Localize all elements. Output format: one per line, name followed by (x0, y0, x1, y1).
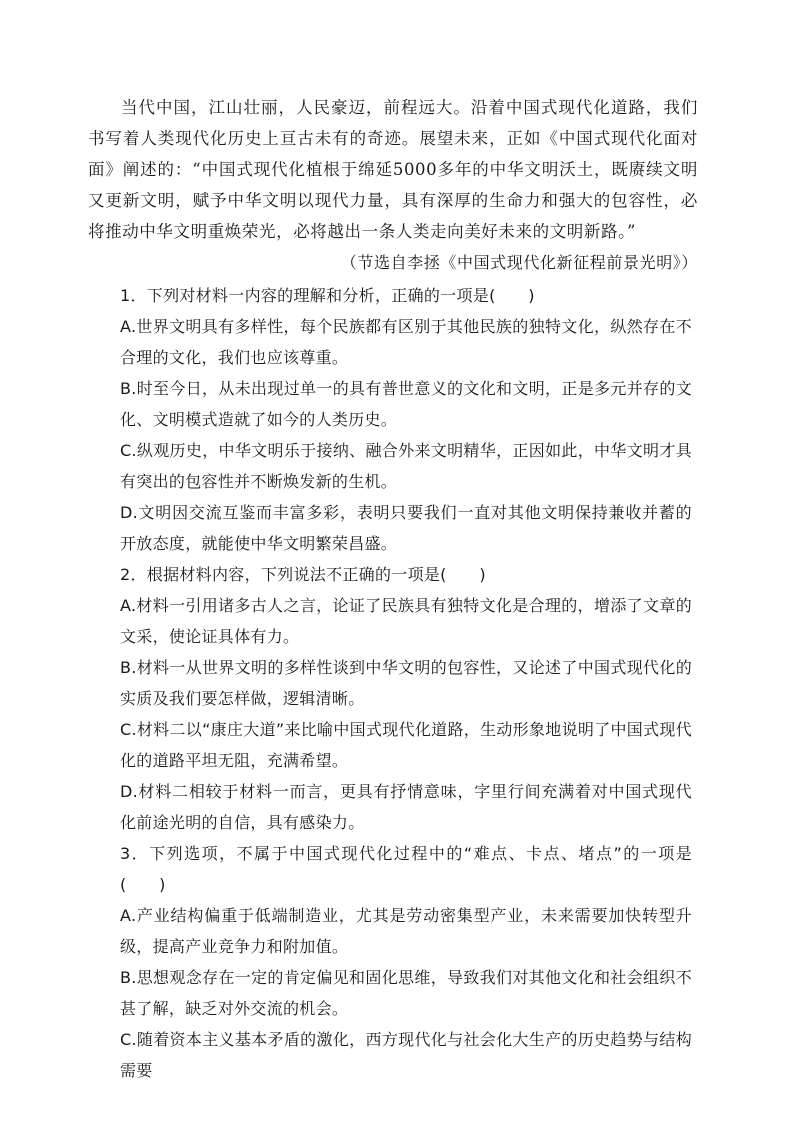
passage-source: （节选自李拯《中国式现代化新征程前景光明》） (340, 253, 698, 272)
option-b: B.思想观念存在一定的肯定偏见和固化思维，导致我们对其他文化和社会组织不甚了解，缺乏对外交流的机会。 (120, 968, 692, 1018)
option-a: A.世界文明具有多样性，每个民族都有区别于其他民族的独特文化，纵然存在不合理的文化，我们也应该尊重。 (120, 317, 692, 367)
question-1 (120, 280, 692, 559)
question-2 (120, 559, 692, 838)
reading-passage: 当代中国，江山壮丽，人民豪迈，前程远大。沿着中国式现代化道路，我们书写着人类现代化历史上亘古未有的奇迹。展望未来，正如《中国式现代化面对面》阐述的：“中国式现代化植根于绵延5000多年的中华文明沃土，既赓续文明又更新文明，赋予中华文明以现代力量，具有深厚的生命力和强大的包容性，必将推动中华文明重焕荣光，必将越出一条人类走向美好未来的文明新路。” (88, 98, 698, 241)
option-c: C.随着资本主义基本矛盾的激化，西方现代化与社会化大生产的历史趋势与结构需要 (120, 1030, 692, 1080)
question-list (120, 280, 692, 1086)
option-d: D.材料二相较于材料一而言，更具有抒情意味，字里行间充满着对中国式现代化前途光明的自信，具有感染力。 (120, 782, 692, 832)
option-b: B.材料一从世界文明的多样性谈到中华文明的包容性，又论述了中国式现代化的实质及我们要怎样做，逻辑清晰。 (120, 658, 692, 708)
option-b: B.时至今日，从未出现过单一的具有普世意义的文化和文明，正是多元并存的文化、文明模式造就了如今的人类历史。 (120, 379, 692, 429)
option-c: C.纵观历史，中华文明乐于接纳、融合外来文明精华，正因如此，中华文明才具有突出的包容性并不断焕发新的生机。 (120, 441, 692, 491)
question-3 (120, 838, 692, 1086)
option-c: C.材料二以“康庄大道”来比喻中国式现代化道路，生动形象地说明了中国式现代化的道路平坦无阻，充满希望。 (120, 720, 692, 770)
option-a: A.材料一引用诸多古人之言，论证了民族具有独特文化是合理的，增添了文章的文采，使论证具体有力。 (120, 596, 692, 646)
question-stem: 3．下列选项，不属于中国式现代化过程中的“难点、卡点、堵点”的一项是( ) (120, 844, 692, 894)
option-d: D.文明因交流互鉴而丰富多彩，表明只要我们一直对其他文明保持兼收并蓄的开放态度，就能使中华文明繁荣昌盛。 (120, 503, 692, 553)
option-a: A.产业结构偏重于低端制造业，尤其是劳动密集型产业，未来需要加快转型升级，提高产业竞争力和附加值。 (120, 906, 692, 956)
question-stem: 2．根据材料内容，下列说法不正确的一项是( ) (120, 565, 486, 584)
question-stem: 1．下列对材料一内容的理解和分析，正确的一项是( ) (120, 286, 535, 305)
